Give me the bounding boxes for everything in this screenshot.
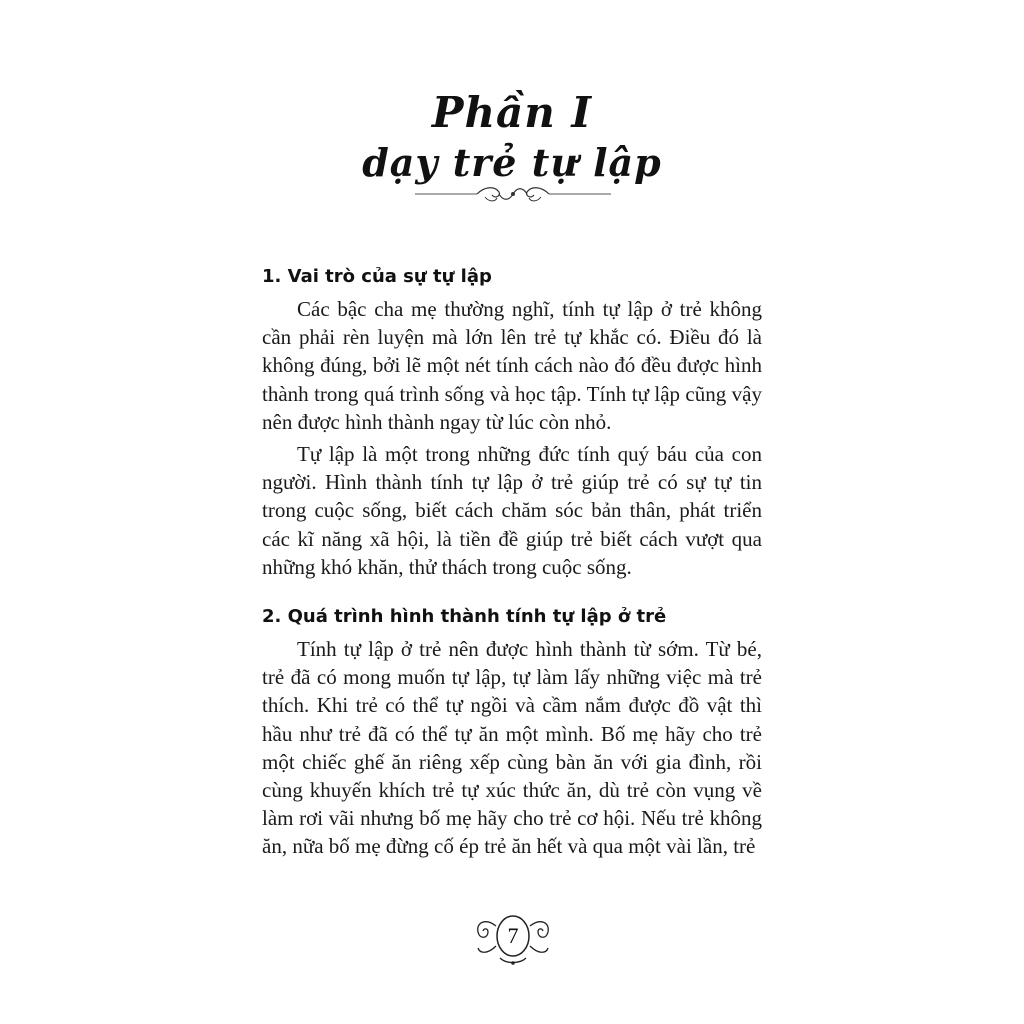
chapter-title	[0, 88, 1024, 188]
page-body	[262, 263, 762, 865]
ornamental-divider-icon	[415, 183, 611, 205]
page-number: 7	[507, 923, 519, 948]
chapter-title-line-1: Phần I	[431, 88, 593, 137]
chapter-title-line-2: dạy trẻ tự lập	[362, 140, 662, 185]
section-heading-2: 2. Quá trình hình thành tính tự lập ở trẻ	[262, 606, 667, 628]
section-heading-1: 1. Vai trò của sự tự lập	[262, 266, 492, 287]
section-1-paragraph-1: Các bậc cha mẹ thường nghĩ, tính tự lập ở trẻ không cần phải rèn luyện mà lớn lên trẻ tự khắc có. Điều đó là không đúng, bởi lẽ một nét tính cách nào đó đều được hình thành trong quá trình sống và học tập. Tính tự lập cũng vậy nên được hình thành ngay từ lúc còn nhỏ.	[262, 297, 762, 434]
section-1-paragraph-2: Tự lập là một trong những đức tính quý báu của con người. Hình thành tính tự lập ở trẻ giúp trẻ có sự tự tin trong cuộc sống, biết cách chăm sóc bản thân, phát triển các kĩ năng xã hội, là tiền đề giúp trẻ biết cách vượt qua những khó khăn, thử thách trong cuộc sống.	[262, 442, 762, 579]
page-number-ornament	[466, 908, 560, 970]
section-2-paragraph-1: Tính tự lập ở trẻ nên được hình thành từ sớm. Từ bé, trẻ đã có mong muốn tự lập, tự làm lấy những việc mà trẻ thích. Khi trẻ có thể tự ngồi và cầm nắm được đồ vật thì hầu như trẻ đã có thể tự ăn một mình. Bố mẹ hãy cho trẻ một chiếc ghế ăn riêng xếp cùng bàn ăn với gia đình, rồi cùng khuyến khích trẻ tự xúc thức ăn, dù trẻ còn vụng về làm rơi vãi nhưng bố mẹ hãy cho trẻ cơ hội. Nếu trẻ không ăn, nữa bố mẹ đừng cố ép trẻ ăn hết và qua một vài lần, trẻ	[262, 637, 762, 859]
